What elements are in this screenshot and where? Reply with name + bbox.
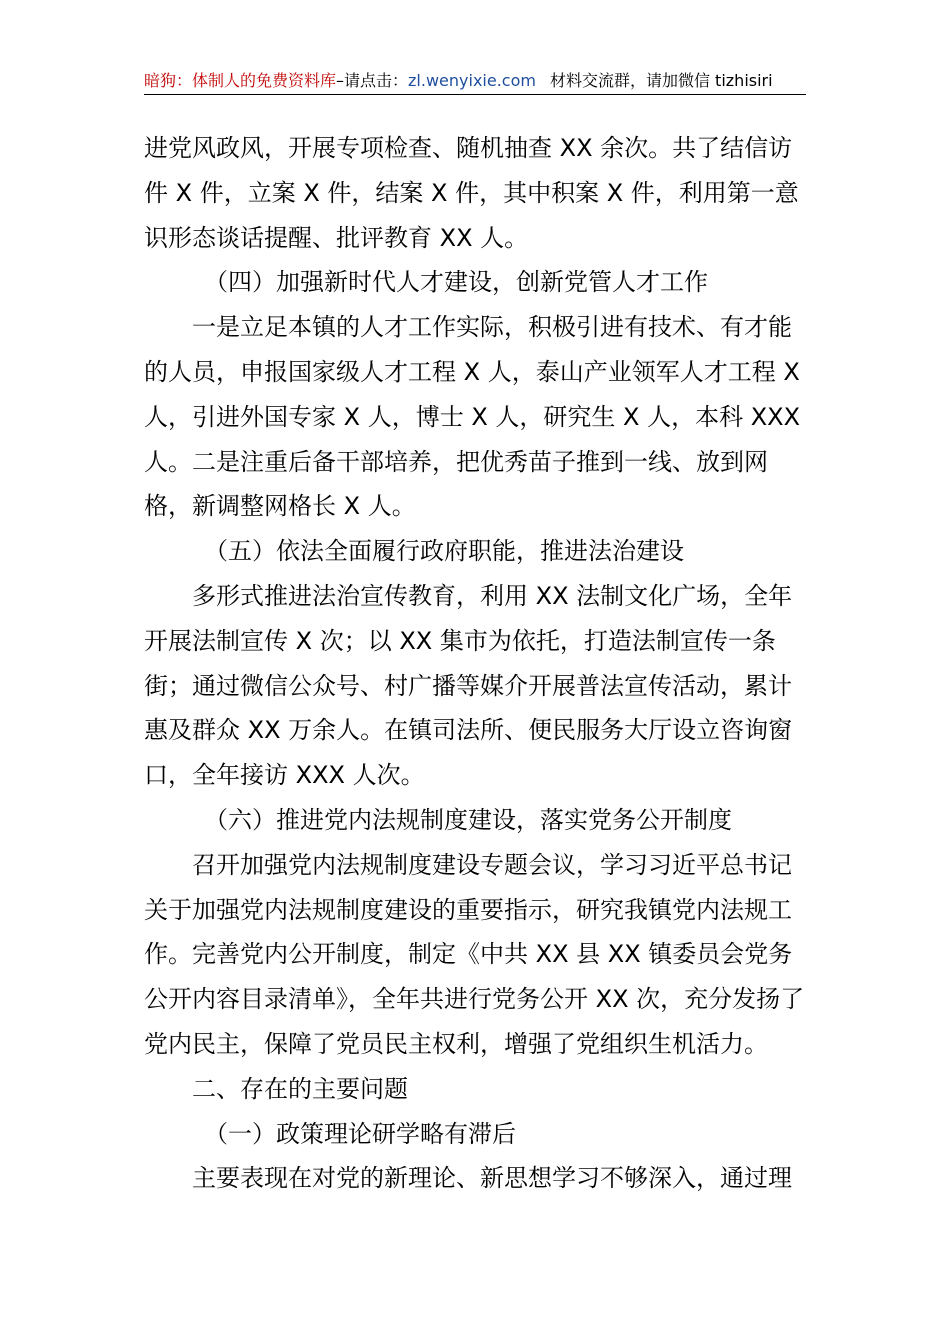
header-group-note: 材料交流群，请加微信 tizhisiri (549, 71, 773, 90)
header-click-prompt: –请点击： (336, 71, 409, 90)
paragraph-law-publicity: 多形式推进法治宣传教育，利用 XX 法制文化广场，全年开展法制宣传 X 次；以 XX 集市为依托，打造法制宣传一条街；通过微信公众号、村广播等媒介开展普法宣传活动，累计惠及群众 XX 万余人。在镇司法所、便民服务大厅设立咨询窗口，全年接访 XXX 人次。 (144, 581, 793, 790)
header-url-link[interactable]: zl.wenyixie.com (408, 71, 536, 90)
chapter-heading-problems: 二、存在的主要问题 (192, 1074, 408, 1103)
paragraph-talent: 一是立足本镇的人才工作实际，积极引进有技术、有才能的人员，申报国家级人才工程 X 人，泰山产业领军人才工程 X 人，引进外国专家 X 人，博士 X 人，研究生 X 人，本科 XXX 人。二是注重后备干部培养，把优秀苗子推到一线、放到网格，新调整网格长 X 人。 (144, 313, 801, 521)
section-heading-5: （五）依法全面履行政府职能，推进法治建设 (204, 537, 684, 566)
paragraph-party-regulations: 召开加强党内法规制度建设专题会议，学习习近平总书记关于加强党内法规制度建设的重要指示，研究我镇党内法规工作。完善党内公开制度，制定《中共 XX 县 XX 镇委员会党务公开内容目录清单》，全年共进行党务公开 XX 次，充分发扬了党内民主，保障了党员民主权利，增强了党组织生机活力。 (144, 850, 805, 1058)
paragraph-continuation: 进党风政风，开展专项检查、随机抽查 XX 余次。共了结信访件 X 件，立案 X 件，结案 X 件，其中积案 X 件，利用第一意识形态谈话提醒、批评教育 XX 人。 (144, 134, 799, 252)
header-brand: 暗狗：体制人的免费资料库 (144, 71, 337, 90)
header-divider (144, 94, 806, 95)
section-heading-problem-1: （一）政策理论研学略有滞后 (204, 1119, 516, 1148)
section-heading-4: （四）加强新时代人才建设，创新党管人才工作 (204, 268, 708, 297)
document-body (144, 126, 806, 1201)
paragraph-problem-detail: 主要表现在对党的新理论、新思想学习不够深入，通过理 (192, 1164, 792, 1193)
section-heading-6: （六）推进党内法规制度建设，落实党务公开制度 (204, 805, 732, 834)
page-header (144, 66, 806, 96)
